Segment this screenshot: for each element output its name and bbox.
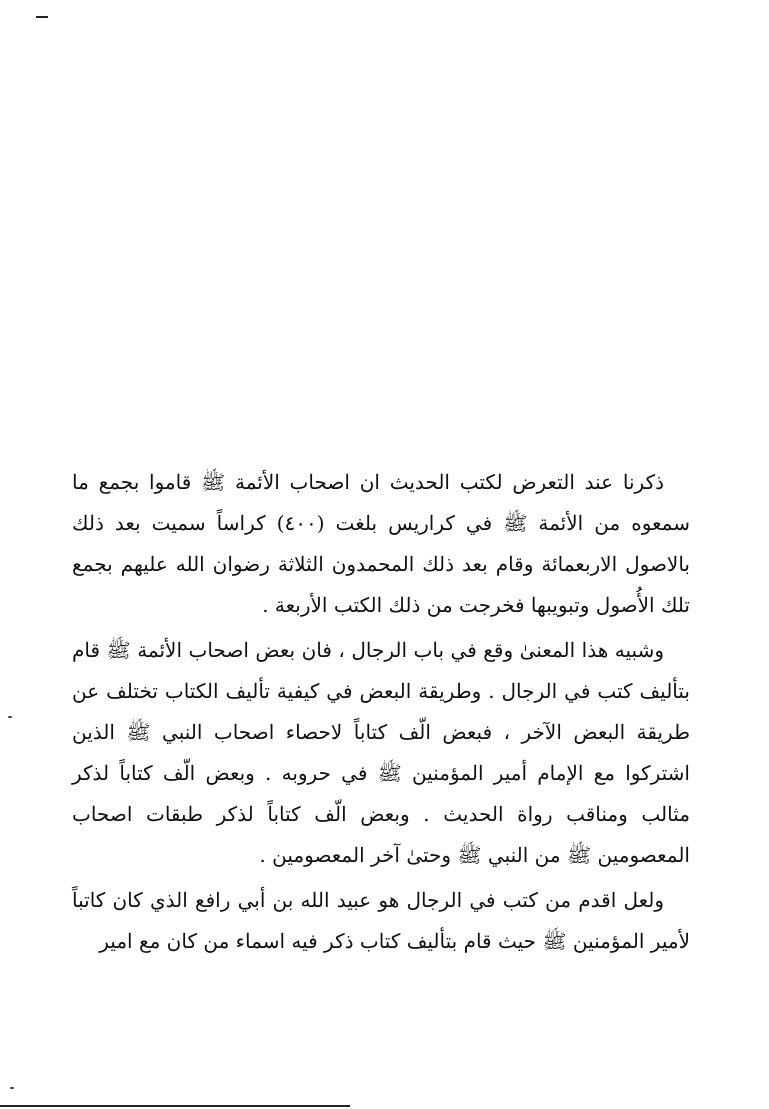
- scan-speck: [8, 716, 12, 718]
- top-scan-mark: [36, 16, 48, 18]
- body-text: [72, 462, 690, 962]
- paragraph: ذكرنا عند التعرض لكتب الحديث ان اصحاب الأئمة ﷺ قاموا بجمع ما سمعوه من الأئمة ﷺ في كراريس بلغت (٤٠٠) كراساً سميت بعد ذلك بالاصول الاربعمائة وقام بعد ذلك المحمدون الثلاثة رضوان الله عليهم بجمع تلك الأُصول وتبويبها فخرجت من ذلك الكتب الأربعة .: [72, 470, 690, 617]
- scan-speck: [10, 1087, 14, 1089]
- bottom-scan-edge: [0, 1105, 350, 1107]
- paragraph: ولعل اقدم من كتب في الرجال هو عبيد الله بن أبي رافع الذي كان كاتباً لأمير المؤمنين ﷺ حيث قام بتأليف كتاب ذكر فيه اسماء من كان مع امير: [72, 888, 690, 953]
- paragraph: وشبيه هذا المعنىٰ وقع في باب الرجال ، فان بعض اصحاب الأئمة ﷺ قام بتأليف كتب في الرجال . وطريقة البعض في كيفية تأليف الكتاب تختلف عن طريقة البعض الآخر ، فبعض الّف كتاباً لاحصاء اصحاب النبي ﷺ الذين اشتركوا مع الإمام أمير المؤمنين ﷺ في حروبه . وبعض الّف كتاباً لذكر مثالب ومناقب رواة الحديث . وبعض الّف كتاباً لذكر طبقات اصحاب المعصومين ﷺ من النبي ﷺ وحتىٰ آخر المعصومين .: [72, 638, 690, 867]
